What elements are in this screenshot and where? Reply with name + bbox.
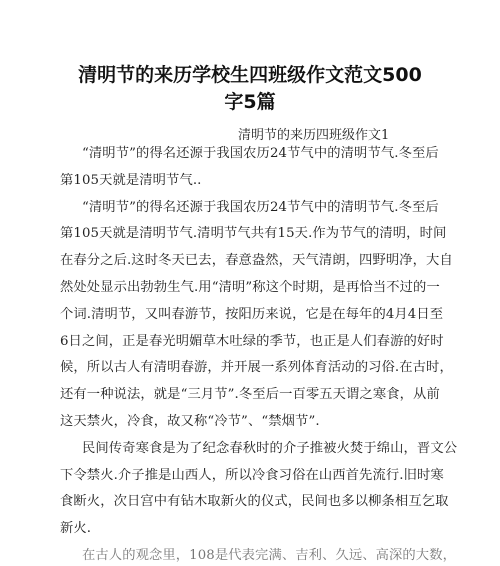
paragraph-line: 下令禁火.介子推是山西人，所以冷食习俗在山西首先流行.旧时寒 bbox=[60, 468, 444, 483]
paragraph-line: “清明节”的得名还源于我国农历24节气中的清明节气.冬至后 bbox=[82, 200, 439, 215]
paragraph-line: 个词.清明节，又叫春游节，按阳历来说，它是在每年的4月4日至 bbox=[60, 307, 444, 322]
paragraph-line: 食断火，次日宫中有钻木取新火的仪式，民间也多以柳条相互乞取 bbox=[60, 494, 449, 509]
paragraph-line: 在古人的观念里，108是代表完满、吉利、久远、高深的大数， bbox=[82, 548, 456, 563]
paragraph-line: 第105天就是清明节气.清明节气共有15天.作为节气的清明，时间 bbox=[60, 226, 447, 241]
section-subtitle: 清明节的来历四班级作文1 bbox=[238, 128, 390, 143]
paragraph-line: 在春分之后.这时冬天已去，春意盎然，天气清朗，四野明净，大自 bbox=[60, 253, 453, 268]
paragraph-line: 6日之间，正是春光明媚草木吐绿的季节，也正是人们春游的好时 bbox=[60, 334, 444, 349]
title-line-2: 字5篇 bbox=[224, 91, 276, 113]
paragraph-line: 新火. bbox=[60, 521, 92, 536]
paragraph-line: 然处处显示出勃勃生气.用“清明”称这个时期，是再恰当不过的一 bbox=[60, 280, 440, 295]
paragraph-line: “清明节”的得名还源于我国农历24节气中的清明节气.冬至后 bbox=[82, 146, 439, 161]
paragraph-line: 候，所以古人有清明春游，并开展一系列体育活动的习俗.在古时， bbox=[60, 360, 453, 375]
paragraph-line: 还有一种说法，就是“三月节”.冬至后一百零五天谓之寒食，从前 bbox=[60, 387, 440, 402]
document-title bbox=[40, 62, 460, 116]
title-line-1: 清明节的来历学校生四班级作文范文500 bbox=[78, 64, 422, 86]
paragraph-line: 民间传奇寒食是为了纪念春秋时的介子推被火焚于绵山，晋文公 bbox=[82, 441, 458, 456]
paragraph-line: 第105天就是清明节气.. bbox=[60, 173, 202, 188]
paragraph-line: 这天禁火，冷食，故又称“冷节”、“禁烟节”. bbox=[60, 414, 320, 429]
